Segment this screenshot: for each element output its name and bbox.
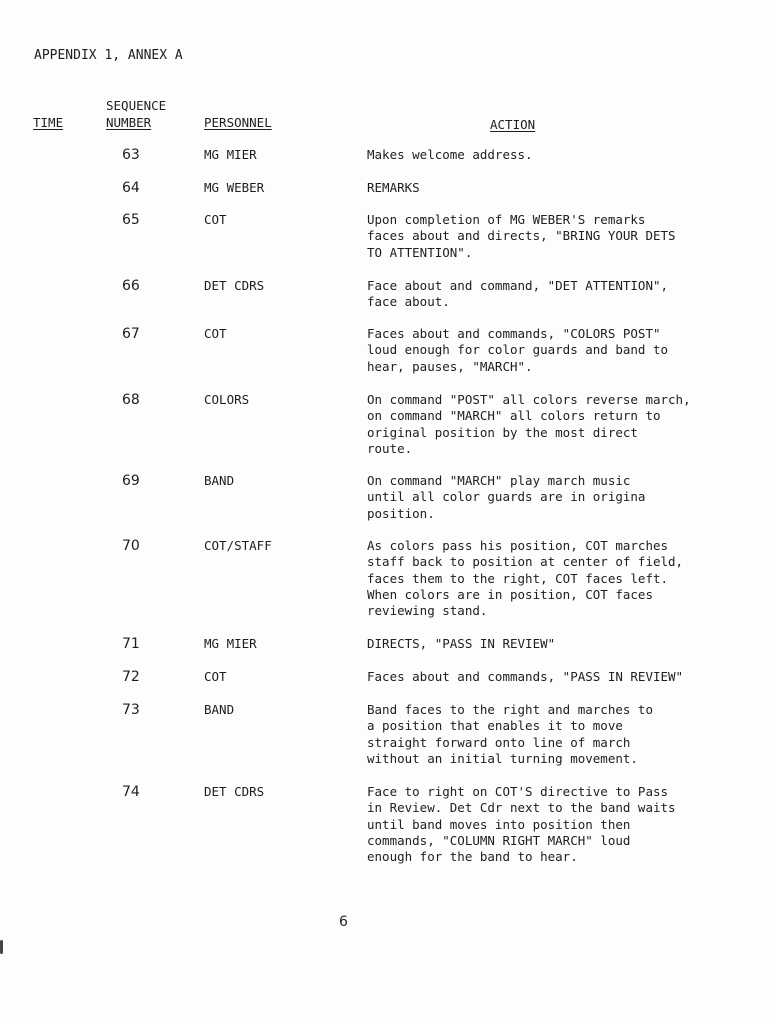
action-text (367, 538, 767, 619)
sequence-number: 66 (122, 278, 140, 294)
action-text (367, 702, 767, 767)
action-line: reviewing stand. (367, 603, 488, 619)
personnel: MG MIER (204, 636, 257, 651)
action-line: loud enough for color guards and band to (367, 342, 669, 358)
action-line: original position by the most direct (367, 424, 638, 440)
action-line: Face to right on COT'S directive to Pass (367, 784, 669, 799)
action-text (367, 278, 767, 311)
action-line: Upon completion of MG WEBER'S remarks (367, 212, 646, 227)
action-line: position. (367, 505, 435, 521)
sequence-number: 72 (122, 669, 140, 685)
sequence-number: 68 (122, 392, 140, 408)
action-line: Face about and command, "DET ATTENTION", (367, 278, 669, 293)
action-line: until band moves into position then (367, 816, 631, 832)
sequence-number: 65 (122, 212, 140, 228)
sequence-number: 71 (122, 636, 140, 652)
sequence-number: 74 (122, 784, 140, 800)
sequence-number: 73 (122, 702, 140, 718)
column-header-sequence-line2: NUMBER (106, 115, 152, 130)
action-line: As colors pass his position, COT marches (367, 538, 669, 553)
personnel: DET CDRS (204, 784, 265, 799)
personnel: DET CDRS (204, 278, 265, 293)
action-line: faces about and directs, "BRING YOUR DETS (367, 228, 676, 244)
action-line: Makes welcome address. (367, 147, 533, 162)
scan-mark (0, 940, 3, 954)
action-text (367, 147, 767, 163)
action-line: until all color guards are in origina (367, 489, 646, 505)
action-line: DIRECTS, "PASS IN REVIEW" (367, 636, 556, 651)
action-line: face about. (367, 294, 450, 310)
action-text (367, 636, 767, 652)
personnel: BAND (204, 702, 235, 717)
action-line: REMARKS (367, 180, 420, 195)
action-line: on command "MARCH" all colors return to (367, 408, 661, 424)
action-line: commands, "COLUMN RIGHT MARCH" loud (367, 832, 631, 848)
action-text (367, 212, 767, 261)
action-line: route. (367, 440, 413, 456)
column-header-time: TIME (33, 115, 64, 130)
page-number: 6 (339, 914, 348, 930)
personnel: COT (204, 212, 227, 227)
action-text (367, 669, 767, 685)
sequence-number: 70 (122, 538, 140, 554)
action-line: TO ATTENTION". (367, 244, 473, 260)
action-text (367, 326, 767, 375)
personnel: COT/STAFF (204, 538, 272, 553)
personnel: BAND (204, 473, 235, 488)
action-line: a position that enables it to move (367, 718, 623, 734)
action-line: staff back to position at center of field, (367, 554, 684, 570)
action-line: straight forward onto line of march (367, 734, 631, 750)
action-line: without an initial turning movement. (367, 750, 638, 766)
sequence-number: 67 (122, 326, 140, 342)
sequence-number: 63 (122, 147, 140, 163)
action-line: When colors are in position, COT faces (367, 586, 653, 602)
action-line: enough for the band to hear. (367, 849, 578, 865)
personnel: MG MIER (204, 147, 257, 162)
personnel: COLORS (204, 392, 250, 407)
sequence-number: 64 (122, 180, 140, 196)
action-line: On command "POST" all colors reverse march, (367, 392, 691, 407)
column-header-sequence-line1: SEQUENCE (106, 98, 167, 113)
action-text (367, 473, 767, 522)
column-header-sequence-number (106, 97, 166, 131)
action-line: Band faces to the right and marches to (367, 702, 653, 717)
column-header-action: ACTION (490, 117, 536, 132)
action-line: in Review. Det Cdr next to the band waits (367, 800, 676, 816)
action-line: faces them to the right, COT faces left. (367, 570, 669, 586)
action-text (367, 784, 767, 865)
action-text (367, 392, 767, 457)
personnel: COT (204, 669, 227, 684)
action-line: Faces about and commands, "COLORS POST" (367, 326, 661, 341)
personnel: COT (204, 326, 227, 341)
action-line: Faces about and commands, "PASS IN REVIEW" (367, 669, 684, 684)
action-text (367, 180, 767, 196)
personnel: MG WEBER (204, 180, 265, 195)
appendix-heading: APPENDIX 1, ANNEX A (34, 48, 183, 63)
action-line: hear, pauses, "MARCH". (367, 358, 533, 374)
action-line: On command "MARCH" play march music (367, 473, 631, 488)
sequence-number: 69 (122, 473, 140, 489)
column-header-personnel: PERSONNEL (204, 115, 272, 130)
